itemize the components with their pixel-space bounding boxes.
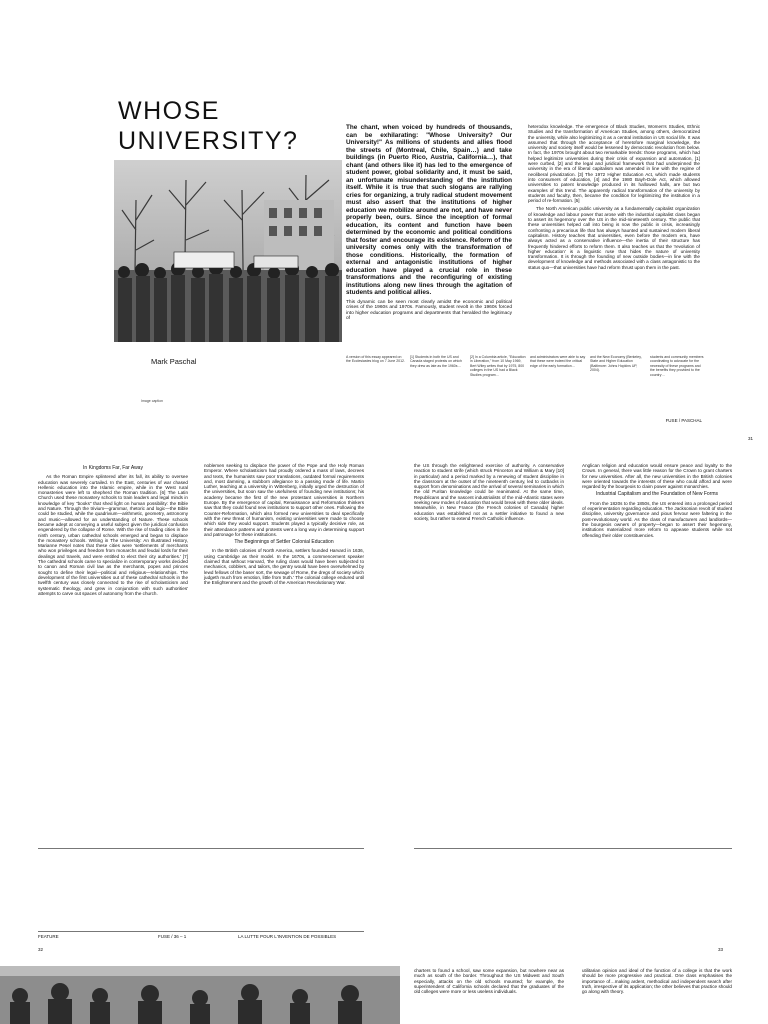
- page-number: 31: [748, 436, 754, 441]
- body-paragraph: heterodox knowledge. The emergence of Black Studies, Women's Studies, Ethnic Studies and the transformation of American Studies, among others, democratized the university, while also legitimizing it as a central institution in US social life. It was assumed that through the acceptance of heretofore marginal knowledge, the university and society itself would be lessened by democratic revolution from below. In fact, the 1970s brought about two remarkable trends: those programs, which had helped legitimize universities during their crisis of expansion and automation, [1] were curbed, [2] and the legal and juridical framework that had underpinned the university in the era of liberal capitalism was amended in line with the regime of neoliberal privatization. [3] The 1972 Higher Education Act, which made students into consumers of education, [4] and the 1980 Bayh-Dole Act, which allowed universities to patent knowledge produced in its hallowed halls, are but two examples of this trend. The apparently radical transformation of the university by students and faculty, then, became the condition for legitimizing the institution in a period of re-formation. [5]: [528, 124, 700, 204]
- intro-paragraph-tail: This dynamic can be seen most clearly amidst the economic and political crises of the 1960s and 1970s. Famously, student revolt in the 1960s forced into higher education programs and departments that heralded the legitimacy of: [346, 299, 512, 322]
- page-spread: [0, 455, 768, 960]
- footnote: [1] Students in both the US and Canada staged protests on which they drew as late as the 1960s…: [410, 355, 462, 368]
- footer-feature-tag: FEATURE: [38, 934, 59, 939]
- bottom-column-1: charters to found a school, saw some expansion, but nowhere near as much as south of the border. Throughout the US Midwest and South especially, attacks on the old schools mounted; for example, the superintendent of California schools declared that the graduates of the old colleges were more or less useless individuals.: [414, 968, 564, 995]
- intro-column-2: [528, 124, 700, 270]
- intro-column-1: [346, 124, 512, 322]
- page-31: [0, 0, 768, 455]
- next-page-preview: [0, 960, 768, 1024]
- footnote: [2] In a Columbia article, "Education in Liberation," from 10 May 1969, Bert Wiley writes that by 1975, 800 colleges in the US had a Black Studies program…: [470, 355, 526, 377]
- bottom-column-2: utilitarian opinion and ideal of the function of a college is that the work should be more progressive and practical. One class emphasises the importance of…making ardent, methodical and independent search after truth, irrespective of its application; the other believes that practice should go along with theory.: [582, 968, 732, 995]
- section-heading: The Beginnings of Settler Colonial Education: [234, 539, 334, 546]
- body-paragraph: The North American public university as a fundamentally capitalist organization of knowledge and labour power that arose with the industrial capitalist class began to assert its hegemony over the US in the mid-nineteenth century. The public that these universities helped call into being is now the public in crisis, increasingly confronting a precarious life that has always haunted and sustained modern liberal capitalism. History teaches that universities, even before the modern era, have always acted as a conservative influence—the inertia of their structure has frequently hindered efforts to reform them. It also teaches us that the 'revolution of higher education' is a linguistic ruse that hides the nature of university transformation. It is through the founding of new outside bodies—in line with the development of knowledge and methods associated with a class antagonistic to the status quo—that universities have had reform thrust upon them in the past.: [528, 206, 700, 270]
- footnote: and administrators were able to say that these were indeed the critical edge of the early formation…: [530, 355, 586, 368]
- body-paragraph: From the 1820s to the 1850s, the US entered into a prolonged period of experimentation regarding education. The Jacksonian revolt of student discipline, university governance and pious fervour were faltering in the post-revolutionary world. As the class of manufacturers and landlords—the bourgeois owners of property—began to assert their hegemony, institutions materialized more reform to appease students while not offending their older constituencies.: [582, 500, 732, 538]
- divider: [38, 848, 364, 849]
- section-heading: In Kingdoms Far, Far Away: [83, 465, 143, 471]
- footnote: A version of this essay appeared on the Ecclesiastes blog on 7 June 2012.: [346, 355, 405, 364]
- photo-caption: Image caption: [141, 399, 163, 403]
- footer-issue: FUSE / 36 – 1: [158, 934, 187, 939]
- body-paragraph: the US through the enlightened exercise of authority. A conservative reaction to student strife (which struck Princeton and William & Mary [10] in particular) and a period marked by a renewing of student discipline in the classroom at the outset of the nineteenth century, led to cutbacks in support from denominations and the arrival of several seminaries in which the old Puritan knowledge could be reanimated. At the same time, Republicans and the nascent industrialists of the mid-Atlantic states were seeking new modes of education that would break with these older ideals. Meanwhile, in New France (the French colonies of Canada) higher education was established not as a settler initiative to found a new society, but rather to extend French Catholic influence.: [414, 463, 564, 521]
- body-paragraph: As the Roman Empire splintered after its fall, its ability to oversee education was severely curtailed. In the East, centuries of war chased Hellenic education into the Islamic empire, while in the West rural monasteries were left to shepherd the Roman tradition. [6] The Latin Church used these monastery schools to train leaders and legal minds in knowledge of key "books" that shed light on human possibility: the Bible and Nature. Through the trivium—grammar, rhetoric and logic—the Bible could be studied, while the quadrivium—arithmetic, geometry, astronomy and music—allowed for an understanding of Nature. These schools became adept at conveying a useful subject given the juridical confusion engendered by the collapse of Rome. With the rise of trading cities in the ninth century, urban cathedral schools emerged and began to displace the monastery schools. Writing in The University: An Illustrated History, Marianne Pesel notes that these cities were 'settlements of merchants who won privileges and freedom from monarchs and feudal lords for their dealings and travels, and were entitled to elect their city authorities.' [7] The cathedral schools came to specialize in contemporary works decided to canon and Roman civil law as the merchants, popes and princes sought to define their legal—political and religious—relationships. The development of the first universities out of these cathedral schools in the twelfth century was closely connected to the rise of scholasticism and systematic theology, and grew in conjunction with such authorities' attempts to carve out spaces of autonomy from the church.: [38, 474, 188, 596]
- spread-right-column-2: [582, 463, 732, 538]
- body-paragraph: Anglican religion and education would ensure peace and loyalty to the Crown. In general, there was little reason for the Crown to grant charters for new universities. After all, the new universities in the British colonies were oriented towards the interests of these who could afford and were regarded by the bourgeois to claim power against monarchies.: [582, 463, 732, 490]
- body-paragraph: noblemen seeking to displace the power of the Pope and the Holy Roman Emperor. Where scholasticism had proudly ordered a mass of laws, decrees and texts, the humanists saw poor translations, outdated formal requirements and, most damning, a stubborn allegiance to a passing mode of life. Martin Luther, teaching at a university in Wittenberg, initially urged the destruction of the universities, but soon saw the usefulness of founding new institutions; his academy became the first of the new protestant universities in Northern Europe. By the emergence of capital, Renaissance and Reformation thinkers saw that they could found new institutions to support other ones. Following the Counter-Reformation, which also formed new universities to deal specifically with the new threat of humanism, existing universities were made to choose which side they would support. Students played a typically decisive role, as their attendance patterns and protests went a long way in determining support and patronage for these institutions.: [204, 463, 364, 537]
- crowd-photo-image: [0, 966, 400, 1024]
- page-number: 32: [38, 947, 44, 952]
- spread-left-column-2: [204, 463, 364, 586]
- page-number: 33: [718, 947, 724, 952]
- section-heading: Industrial Capitalism and the Foundation of New Forms: [595, 491, 718, 498]
- divider: [414, 848, 732, 849]
- article-title: WHOSE UNIVERSITY?: [118, 97, 299, 155]
- protest-crowd-image: [114, 160, 342, 342]
- spread-right-column-1: [414, 463, 564, 521]
- intro-paragraph: The chant, when voiced by hundreds of thousands, can be exhilarating: "Whose University? Our University!" As millions of students and allies flood the streets of (Montreal, Chile, Spain…) and take buildings (in Puerto Rico, Austria, California…), that chant (and others like it) has led to the emergence of student power, global solidarity and, it must be said, an unfortunate misunderstanding of the institution itself. While it is true that such slogans are rallying cries for organizing, a truly radical student movement must also assert that the institutions of higher education we mobilize around are not, and have never properly been, ours. Since the inception of formal education, its content and function have been determined by the economic and political conditions that foster and encourage its existence. Reform of the university comes only with the transformation of those conditions. Historically, the formation of external and antagonistic institutions of higher education have played a crucial role in these transformations and the reconfiguring of existing institutions along new lines through the agitation of students and political allies.: [346, 124, 512, 296]
- spread-left-column-1: [38, 463, 188, 596]
- protest-photo: [114, 160, 342, 342]
- body-paragraph: In the British colonies of North America, settlers founded Harvard in 1636, using Cambridge as their model. In the 1670s, a commencement speaker claimed that without Harvard, 'the ruling class would have been subjected to mechanics, cobblers, and tailors, the gentry would have been overwhelmed by lewd fellows of the baser sort, the sewage of Rome, the dregs of society which judgeth much from emotion, little from truth.' The colonial college endured until the Enlightenment and the growth of the American Revolutionary War.: [204, 548, 364, 586]
- photo-strip: [0, 966, 400, 1024]
- footnote: and the New Economy (Berkeley, State and Higher Education (Baltimore: Johns Hopkins UP, 2004).: [590, 355, 642, 373]
- footnote: students and community members coordinating to advocate for the necessity of these programs and the benefits they provided to the country…: [650, 355, 704, 377]
- page-footer-left: [38, 931, 364, 939]
- footer-section-title: LA LUTTE POUR L'INVENTION DE POSSIBLES: [238, 934, 337, 939]
- running-footer: FUSE / PASCHAL: [665, 418, 702, 423]
- author-byline: Mark Paschal: [151, 357, 197, 366]
